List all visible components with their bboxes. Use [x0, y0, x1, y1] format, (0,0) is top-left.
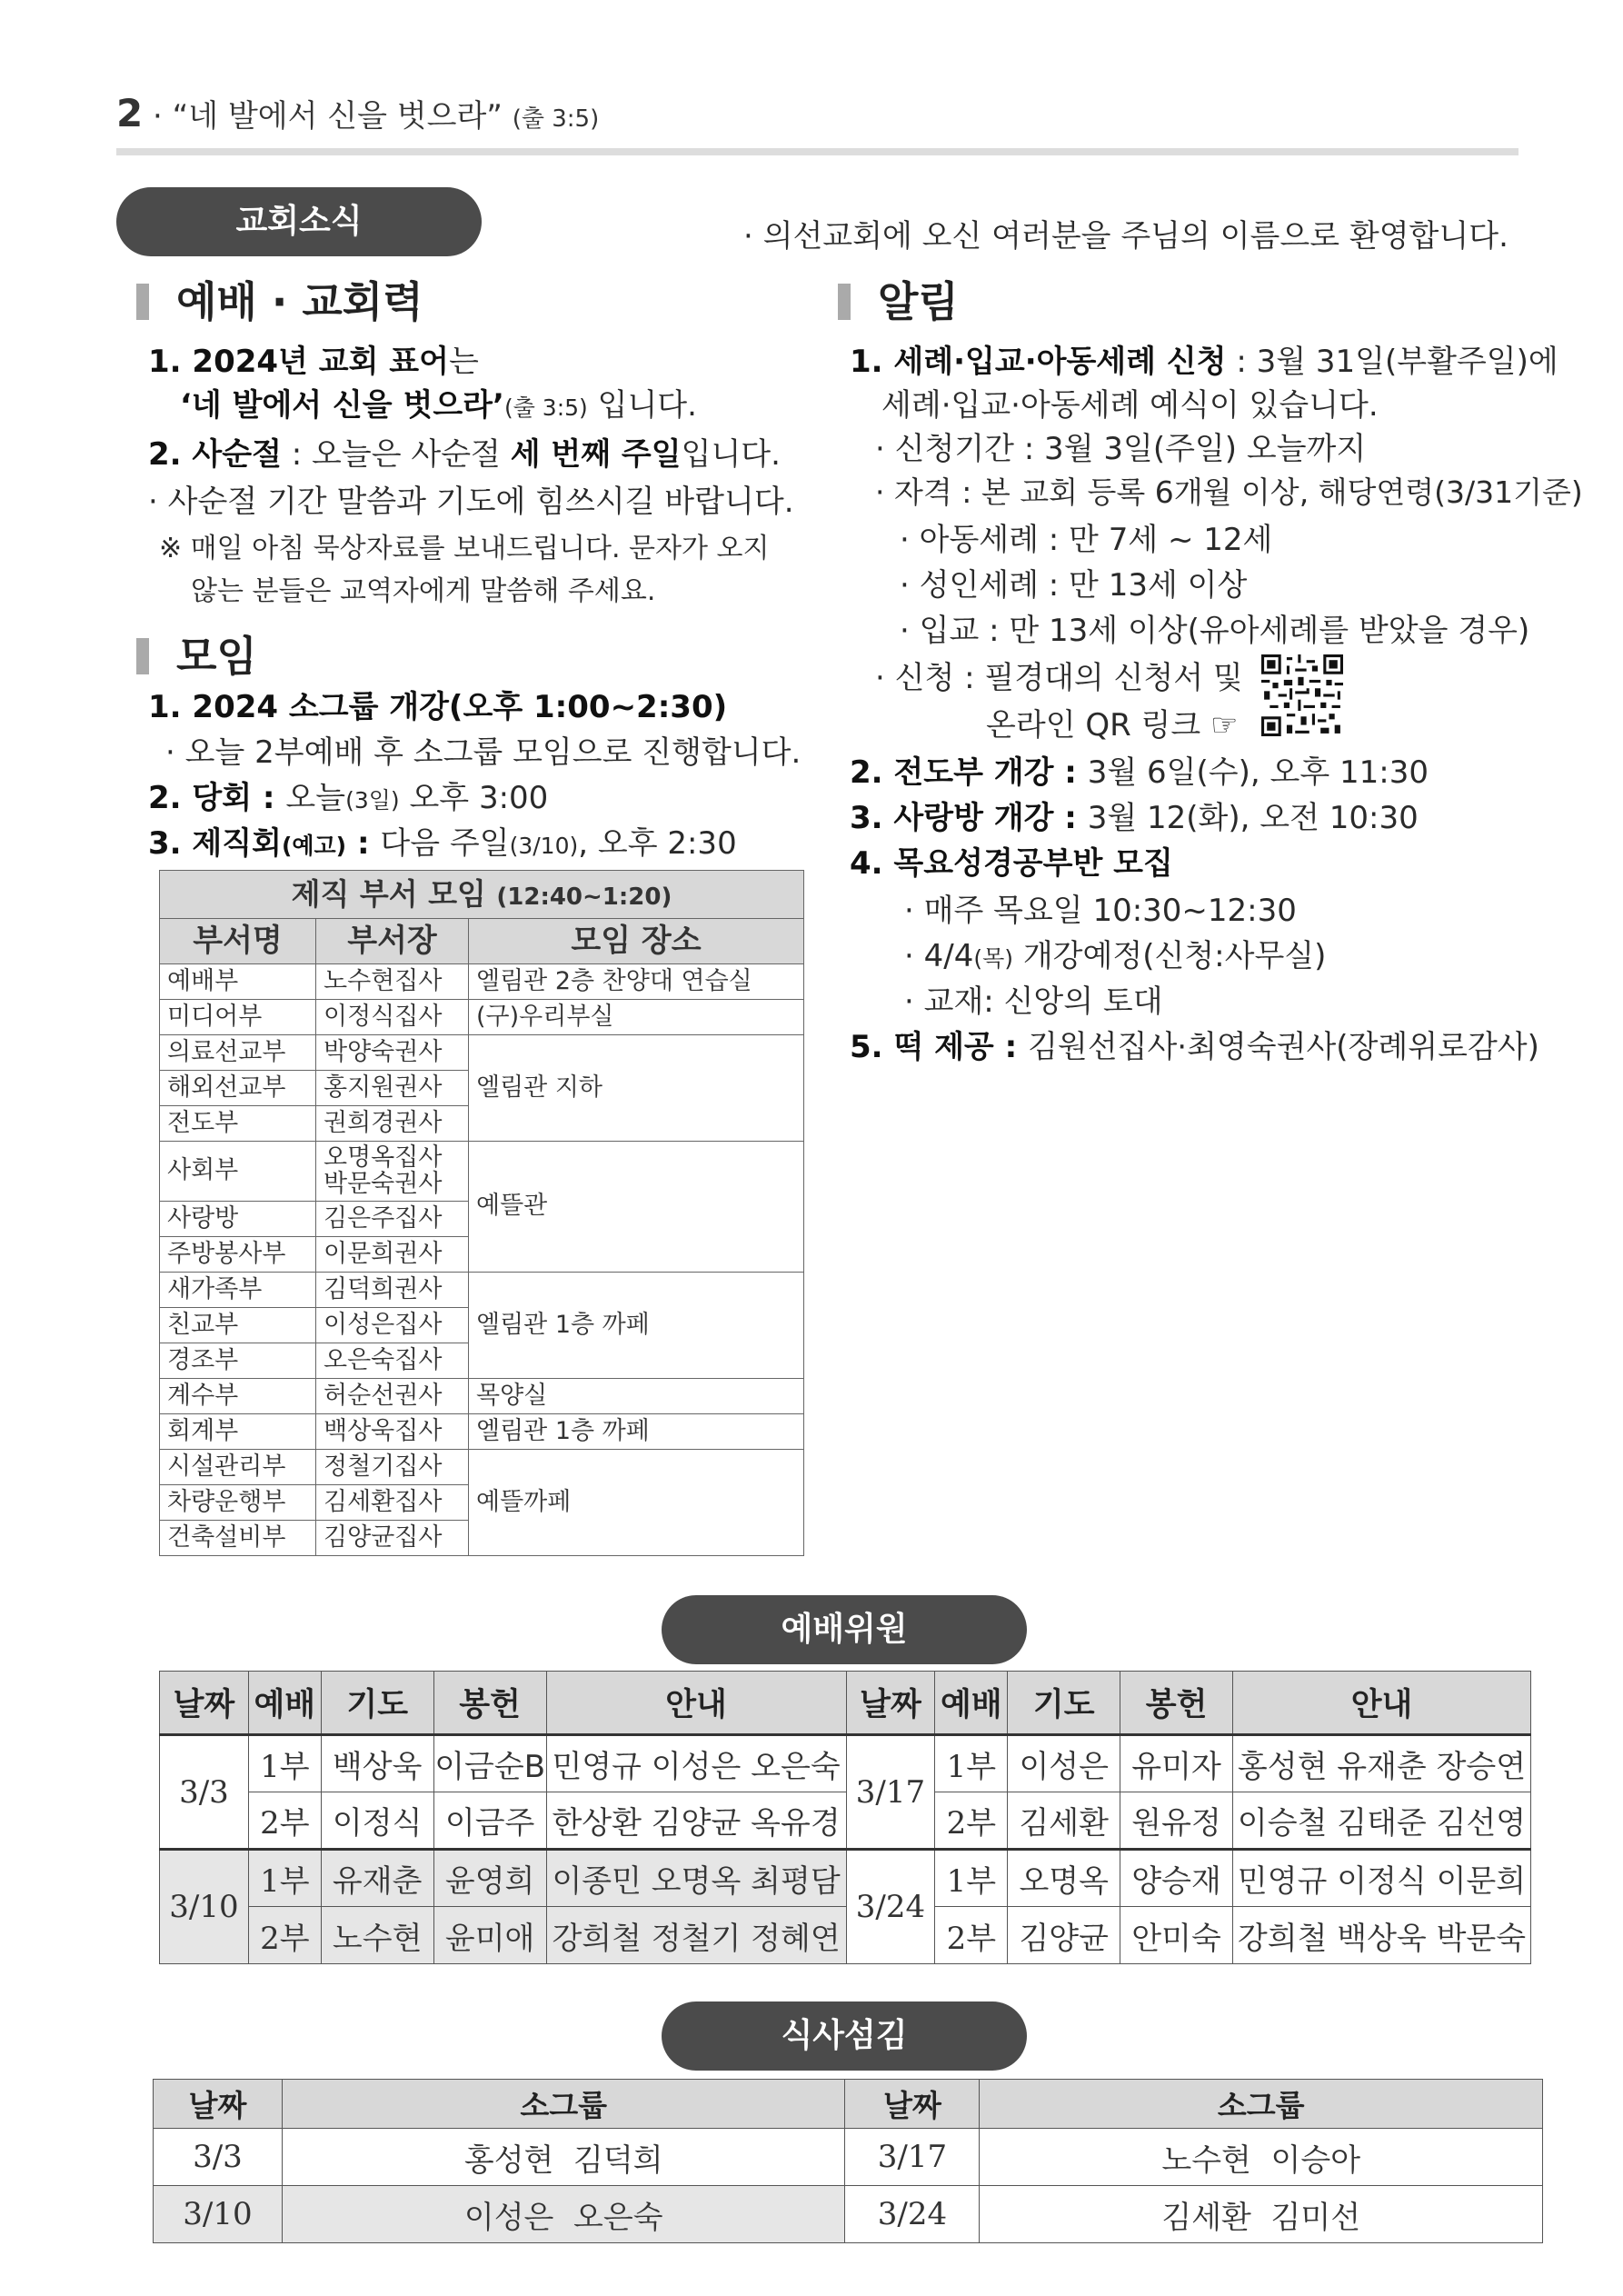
service-cell: 2부: [248, 1792, 321, 1850]
guide-cell: 이승철 김태준 김선영: [1233, 1792, 1531, 1850]
worship-table: [159, 1671, 1531, 1964]
dept-cell: 해외선교부: [160, 1071, 316, 1106]
guide-cell: 강희철 백상욱 박문숙: [1233, 1907, 1531, 1964]
head-cell: 김세환집사: [316, 1485, 469, 1521]
prayer-cell: 김세환: [1008, 1792, 1120, 1850]
group-cell: 김세환 김미선: [980, 2186, 1543, 2243]
item2-text: 3월 6일(수), 오후 11:30: [1087, 754, 1429, 791]
notice-item1-line2: 세례·입교·아동세례 예식이 있습니다.: [881, 387, 1379, 424]
item3-colon: :: [346, 825, 381, 862]
dept-cell: 미디어부: [160, 1000, 316, 1035]
item1-text: : 3월 31일(부활주일)에: [1226, 344, 1558, 380]
item3-text: 3월 12(화), 오전 10:30: [1087, 800, 1419, 836]
item2-label: 2. 사순절: [148, 436, 282, 473]
notice-item3: [850, 793, 1419, 837]
b2-post: 개강예정(신청:사무실): [1013, 938, 1327, 974]
table-row: [154, 2129, 1543, 2186]
offering-cell: 윤영희: [433, 1850, 546, 1907]
header-rule: [116, 148, 1518, 155]
committee-time: (12:40~1:20): [496, 883, 672, 911]
table-row: [160, 1792, 1531, 1850]
meeting-heading: [136, 624, 257, 684]
worship-note1: ※ 매일 아침 묵상자료를 보내드립니다. 문자가 오지: [159, 533, 770, 564]
b2-small: (목): [973, 945, 1014, 972]
prayer-cell: 이정식: [321, 1792, 433, 1850]
dept-cell: 차량운행부: [160, 1485, 316, 1521]
head-name: 박문숙권사: [324, 1169, 443, 1198]
date-cell: 3/10: [160, 1850, 249, 1964]
item5-label: 5. 떡 제공 :: [850, 1029, 1029, 1065]
col-header: 봉헌: [1120, 1672, 1233, 1735]
service-cell: 1부: [935, 1735, 1008, 1792]
head-cell: 이성은집사: [316, 1308, 469, 1343]
offering-cell: 양승재: [1120, 1850, 1233, 1907]
group-cell: 이성은 오은숙: [282, 2186, 845, 2243]
date-cell: 3/3: [160, 1735, 249, 1850]
table-row: [160, 1273, 804, 1308]
meeting-item3: [148, 818, 737, 863]
meeting-heading-text: 모임: [176, 632, 257, 681]
worship-pill: 예배위원: [662, 1595, 1027, 1664]
guide-cell: 한상환 김양균 옥유경: [546, 1792, 846, 1850]
head-cell: 이문희권사: [316, 1237, 469, 1273]
date-cell: 3/10: [154, 2186, 283, 2243]
offering-cell: 원유정: [1120, 1792, 1233, 1850]
table-row: [160, 1142, 804, 1202]
meeting-item1-bullet: · 오늘 2부예배 후 소그룹 모임으로 진행합니다.: [165, 734, 802, 771]
notice-child-baptism: · 아동세례 : 만 7세 ~ 12세: [900, 522, 1273, 558]
guide-cell: 민영규 이성은 오은숙: [546, 1735, 846, 1792]
prayer-cell: 유재춘: [321, 1850, 433, 1907]
dept-cell: 시설관리부: [160, 1450, 316, 1485]
col-header: 안내: [1233, 1672, 1531, 1735]
head-cell: [316, 1142, 469, 1202]
guide-cell: 이종민 오명옥 최평담: [546, 1850, 846, 1907]
col-header: 부서명: [160, 919, 316, 964]
head-cell: 홍지원권사: [316, 1071, 469, 1106]
table-row: [160, 1850, 1531, 1907]
section-bar: [838, 284, 851, 320]
committee-title: [160, 871, 804, 919]
head-cell: 박양숙권사: [316, 1035, 469, 1071]
offering-cell: 이금주: [433, 1792, 546, 1850]
head-cell: 김은주집사: [316, 1202, 469, 1237]
meeting-item2: [148, 773, 548, 817]
section-bar: [136, 284, 149, 320]
col-header: 날짜: [846, 1672, 935, 1735]
head-cell: 허순선권사: [316, 1379, 469, 1414]
service-cell: 2부: [248, 1907, 321, 1964]
location-cell: 엘림관 1층 까페: [469, 1414, 804, 1450]
location-cell: 엘림관 지하: [469, 1035, 804, 1142]
notice-apply2: 온라인 QR 링크 ☞: [986, 707, 1239, 744]
col-header: 부서장: [316, 919, 469, 964]
item2-text: : 오늘은 사순절: [281, 436, 511, 473]
worship-heading: [136, 269, 423, 329]
head-cell: 노수현집사: [316, 964, 469, 1000]
item1-suffix: 는: [448, 344, 479, 380]
location-cell: 목양실: [469, 1379, 804, 1414]
date-cell: 3/17: [845, 2129, 980, 2186]
col-header: 안내: [546, 1672, 846, 1735]
item3-small-bold: (예고): [281, 833, 347, 859]
item2-end: 오후 3:00: [399, 780, 549, 816]
dept-cell: 의료선교부: [160, 1035, 316, 1071]
table-row: [154, 2186, 1543, 2243]
service-cell: 2부: [935, 1792, 1008, 1850]
date-cell: 3/3: [154, 2129, 283, 2186]
date-cell: 3/17: [846, 1735, 935, 1850]
b2-pre: · 4/4: [904, 938, 974, 974]
dept-cell: 새가족부: [160, 1273, 316, 1308]
head-name: 오명옥집사: [324, 1143, 443, 1173]
item2-bold: 세 번째 주일: [510, 436, 682, 473]
notice-item4: 4. 목요성경공부반 모집: [850, 845, 1173, 882]
offering-cell: 안미숙: [1120, 1907, 1233, 1964]
worship-item2: [148, 429, 781, 474]
table-row: [160, 1450, 804, 1485]
notice-item1: [850, 336, 1558, 381]
dept-cell: 주방봉사부: [160, 1237, 316, 1273]
motto-line: [180, 380, 697, 424]
motto-end: 입니다.: [587, 387, 697, 424]
item3-label: 3. 사랑방 개강 :: [850, 800, 1088, 836]
dept-cell: 사랑방: [160, 1202, 316, 1237]
notice-item5: [850, 1022, 1539, 1066]
table-row: [160, 1735, 1531, 1792]
notice-apply1: · 신청 : 필경대의 신청서 및: [875, 660, 1243, 696]
item2-label: 2. 전도부 개강 :: [850, 754, 1088, 791]
dept-cell: 사회부: [160, 1142, 316, 1202]
col-header: 날짜: [160, 1672, 249, 1735]
service-cell: 1부: [248, 1850, 321, 1907]
head-cell: 김양균집사: [316, 1521, 469, 1556]
section-bar: [136, 638, 149, 674]
item2-small: (3일): [345, 787, 400, 814]
item3-text: 다음 주일: [380, 825, 510, 862]
dept-cell: 계수부: [160, 1379, 316, 1414]
guide-cell: 홍성현 유재춘 장승연: [1233, 1735, 1531, 1792]
offering-cell: 이금순B: [433, 1735, 546, 1792]
prayer-cell: 오명옥: [1008, 1850, 1120, 1907]
col-header: 날짜: [154, 2080, 283, 2129]
col-header: 기도: [321, 1672, 433, 1735]
notice-adult-baptism: · 성인세례 : 만 13세 이상: [900, 567, 1248, 604]
service-cell: 1부: [248, 1735, 321, 1792]
head-cell: 이정식집사: [316, 1000, 469, 1035]
header-separator: ·: [153, 98, 163, 135]
qr-code-icon[interactable]: [1261, 654, 1343, 736]
welcome-text: · 의선교회에 오신 여러분을 주님의 이름으로 환영합니다.: [743, 218, 1508, 255]
col-header: 소그룹: [282, 2080, 845, 2129]
guide-cell: 민영규 이정식 이문희: [1233, 1850, 1531, 1907]
table-row: [160, 1379, 804, 1414]
date-cell: 3/24: [846, 1850, 935, 1964]
offering-cell: 유미자: [1120, 1735, 1233, 1792]
motto: ‘네 발에서 신을 벗으라’: [180, 387, 504, 424]
dept-cell: 전도부: [160, 1106, 316, 1142]
table-row: [160, 1000, 804, 1035]
prayer-cell: 노수현: [321, 1907, 433, 1964]
head-cell: 권희경권사: [316, 1106, 469, 1142]
meal-table: [153, 2079, 1543, 2243]
news-pill: 교회소식: [116, 187, 482, 256]
col-header: 기도: [1008, 1672, 1120, 1735]
notice-item4-bullet1: · 매주 목요일 10:30~12:30: [904, 893, 1297, 929]
service-cell: 2부: [935, 1907, 1008, 1964]
worship-item2-bullet: · 사순절 기간 말씀과 기도에 힘쓰시길 바랍니다.: [148, 484, 794, 520]
notice-period: · 신청기간 : 3월 3일(주일) 오늘까지: [875, 431, 1367, 467]
meal-pill: 식사섬김: [662, 2002, 1027, 2071]
dept-cell: 경조부: [160, 1343, 316, 1379]
item3-end: , 오후 2:30: [578, 825, 737, 862]
item1-label: 1. 세례·입교·아동세례 신청: [850, 344, 1227, 380]
notice-item4-bullet2: [904, 931, 1326, 975]
notice-item2: [850, 747, 1429, 792]
notice-qualification: · 자격 : 본 교회 등록 6개월 이상, 해당연령(3/31기준): [875, 474, 1583, 510]
prayer-cell: 김양균: [1008, 1907, 1120, 1964]
committee-title-text: 제직 부서 모임: [291, 875, 486, 912]
group-cell: 노수현 이승아: [980, 2129, 1543, 2186]
worship-heading-text: 예배 · 교회력: [176, 277, 423, 326]
header-title: “네 발에서 신을 벗으라”: [172, 98, 503, 135]
dept-cell: 회계부: [160, 1414, 316, 1450]
col-header: 모임 장소: [469, 919, 804, 964]
head-cell: 정철기집사: [316, 1450, 469, 1485]
guide-cell: 강희철 정철기 정혜연: [546, 1907, 846, 1964]
item2-label: 2. 당회 :: [148, 780, 286, 816]
item1-label: 1. 2024년 교회 표어: [148, 344, 449, 380]
motto-ref: (출 3:5): [503, 394, 588, 421]
committee-table: [159, 870, 804, 1556]
table-row: [160, 1907, 1531, 1964]
location-cell: 엘림관 1층 까페: [469, 1273, 804, 1379]
dept-cell: 건축설비부: [160, 1521, 316, 1556]
location-cell: 예뜰관: [469, 1142, 804, 1273]
notice-item4-bullet3: · 교재: 신앙의 토대: [904, 983, 1163, 1020]
table-row: [160, 964, 804, 1000]
item3-small: (3/10): [509, 833, 579, 859]
table-row: [160, 1414, 804, 1450]
col-header: 소그룹: [980, 2080, 1543, 2129]
head-cell: 오은숙집사: [316, 1343, 469, 1379]
prayer-cell: 이성은: [1008, 1735, 1120, 1792]
date-cell: 3/24: [845, 2186, 980, 2243]
dept-cell: 친교부: [160, 1308, 316, 1343]
worship-item1: [148, 336, 479, 381]
head-cell: 김덕희권사: [316, 1273, 469, 1308]
col-header: 봉헌: [433, 1672, 546, 1735]
meeting-item1: 1. 2024 소그룹 개강(오후 1:00~2:30): [148, 689, 728, 725]
col-header: 날짜: [845, 2080, 980, 2129]
service-cell: 1부: [935, 1850, 1008, 1907]
notice-confirmation: · 입교 : 만 13세 이상(유아세례를 받았을 경우): [900, 613, 1530, 649]
prayer-cell: 백상욱: [321, 1735, 433, 1792]
item3-label: 3. 제직회: [148, 825, 282, 862]
notice-heading: [838, 269, 959, 329]
worship-note2: 않는 분들은 교역자에게 말씀해 주세요.: [191, 575, 656, 607]
offering-cell: 윤미애: [433, 1907, 546, 1964]
col-header: 예배: [248, 1672, 321, 1735]
item2-end: 입니다.: [681, 436, 781, 473]
notice-heading-text: 알림: [878, 277, 959, 326]
dept-cell: 예배부: [160, 964, 316, 1000]
head-cell: 백상욱집사: [316, 1414, 469, 1450]
item2-text: 오늘: [285, 780, 346, 816]
page-number: 2: [116, 91, 144, 135]
col-header: 예배: [935, 1672, 1008, 1735]
header-ref: (출 3:5): [512, 105, 600, 133]
location-cell: 예뜰까페: [469, 1450, 804, 1556]
page-header: [116, 91, 599, 135]
item5-text: 김원선집사·최영숙권사(장례위로감사): [1028, 1029, 1539, 1065]
location-cell: (구)우리부실: [469, 1000, 804, 1035]
group-cell: 홍성현 김덕희: [282, 2129, 845, 2186]
location-cell: 엘림관 2층 찬양대 연습실: [469, 964, 804, 1000]
table-row: [160, 1035, 804, 1071]
